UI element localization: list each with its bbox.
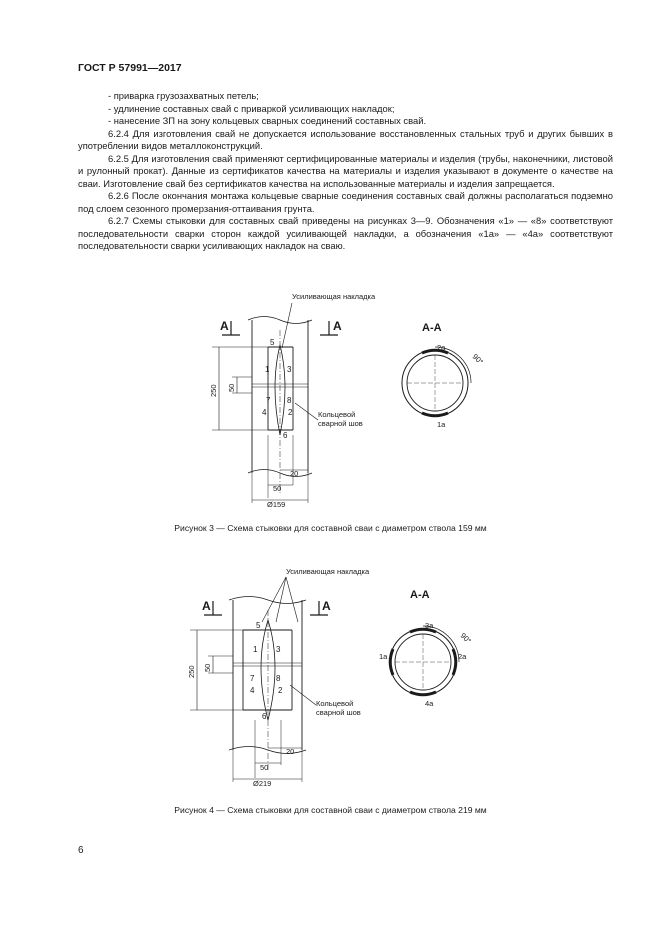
- angle-label: 90°: [470, 352, 485, 367]
- dim-50-horizontal: 50: [260, 763, 269, 772]
- list-item: - приварка грузозахватных петель;: [108, 90, 259, 101]
- dim-50-vertical: 50: [227, 383, 236, 392]
- section-mark-left: А: [202, 599, 211, 613]
- seq-8: 8: [287, 396, 292, 405]
- paragraph-6-2-6: 6.2.6 После окончания монтажа кольцевые сварные соединения составных свай должны располагаться подземно под слоем сезонного промерзания-оттаивания грунта.: [78, 190, 613, 214]
- seq-4: 4: [262, 408, 267, 417]
- list-item: - нанесение ЗП на зону кольцевых сварных соединений составных свай.: [108, 115, 427, 126]
- section-mark-left: А: [220, 319, 229, 333]
- seq-5: 5: [270, 338, 275, 347]
- paragraph-6-2-4: 6.2.4 Для изготовления свай не допускается использование восстановленных стальных труб и других бывших в употреблении видов металлоконструкций.: [78, 127, 613, 151]
- dim-20: 20: [290, 469, 299, 478]
- weld-label-line-1: Кольцевой: [318, 410, 356, 419]
- section-mark-right: А: [333, 319, 342, 333]
- plate-seq-2a: 2а: [458, 652, 467, 661]
- figure-4-caption: Рисунок 4 — Схема стыковки для составной сваи с диаметром ствола 219 мм: [174, 805, 487, 815]
- dim-50-horizontal: 50: [273, 484, 282, 493]
- seq-2: 2: [288, 408, 293, 417]
- dim-diameter: Ø159: [267, 500, 286, 509]
- seq-3: 3: [287, 365, 292, 374]
- body-text: [78, 90, 613, 253]
- figure-3-drawing: [0, 285, 661, 540]
- dim-diameter: Ø219: [253, 779, 272, 788]
- seq-1: 1: [265, 365, 270, 374]
- seq-1: 1: [253, 645, 258, 654]
- dim-50-vertical: 50: [203, 663, 212, 672]
- section-title: А-А: [410, 589, 430, 601]
- seq-5: 5: [256, 621, 261, 630]
- seq-6: 6: [262, 712, 267, 721]
- plate-seq-1a: 1а: [437, 420, 446, 429]
- dim-20: 20: [286, 747, 295, 756]
- paragraph-6-2-7: 6.2.7 Схемы стыковки для составных свай приведены на рисунках 3—9. Обозначения «1» — «8» соответствуют последовательности сварки сторон каждой усиливающей накладки, а обозначения «1а» — «4а» соответствуют последовательности сварки усиливающих накладок на сваю.: [78, 215, 613, 251]
- figure-4-drawing: [0, 560, 661, 820]
- angle-label: 90°: [458, 631, 473, 646]
- seq-2: 2: [278, 686, 283, 695]
- section-mark-right: А: [322, 599, 331, 613]
- document-code: ГОСТ Р 57991—2017: [78, 62, 182, 74]
- plate-seq-2a: 2а: [437, 343, 446, 352]
- section-title: А-А: [422, 322, 442, 334]
- seq-7: 7: [250, 674, 255, 683]
- plate-label: Усиливающая накладка: [292, 292, 376, 301]
- weld-label-line-2: сварной шов: [316, 708, 361, 717]
- plate-label: Усиливающая накладка: [286, 567, 370, 576]
- plate-seq-1a: 1а: [379, 652, 388, 661]
- seq-7: 7: [266, 396, 271, 405]
- figure-3: [0, 285, 661, 540]
- plate-seq-4a: 4а: [425, 699, 434, 708]
- list-item: - удлинение составных свай с приваркой усиливающих накладок;: [108, 102, 395, 114]
- weld-label-line-1: Кольцевой: [316, 699, 354, 708]
- page-number: 6: [78, 845, 84, 856]
- plate-seq-3a: 3а: [425, 621, 434, 630]
- figure-3-caption: Рисунок 3 — Схема стыковки для составной сваи с диаметром ствола 159 мм: [174, 523, 487, 533]
- seq-4: 4: [250, 686, 255, 695]
- seq-3: 3: [276, 645, 281, 654]
- seq-8: 8: [276, 674, 281, 683]
- dim-250: 250: [187, 665, 196, 678]
- figure-4: [0, 560, 661, 820]
- dim-250: 250: [209, 384, 218, 397]
- seq-6: 6: [283, 431, 288, 440]
- weld-label-line-2: сварной шов: [318, 419, 363, 428]
- paragraph-6-2-5: 6.2.5 Для изготовления свай применяют сертифицированные материалы и изделия (трубы, наконечники, листовой и рулонный прокат). Данные из сертификатов качества на материалы и изделия указывают в документе о качестве на сваи. Изготовление свай без сертификатов качества на использованные материалы и изделия запрещается.: [78, 152, 613, 189]
